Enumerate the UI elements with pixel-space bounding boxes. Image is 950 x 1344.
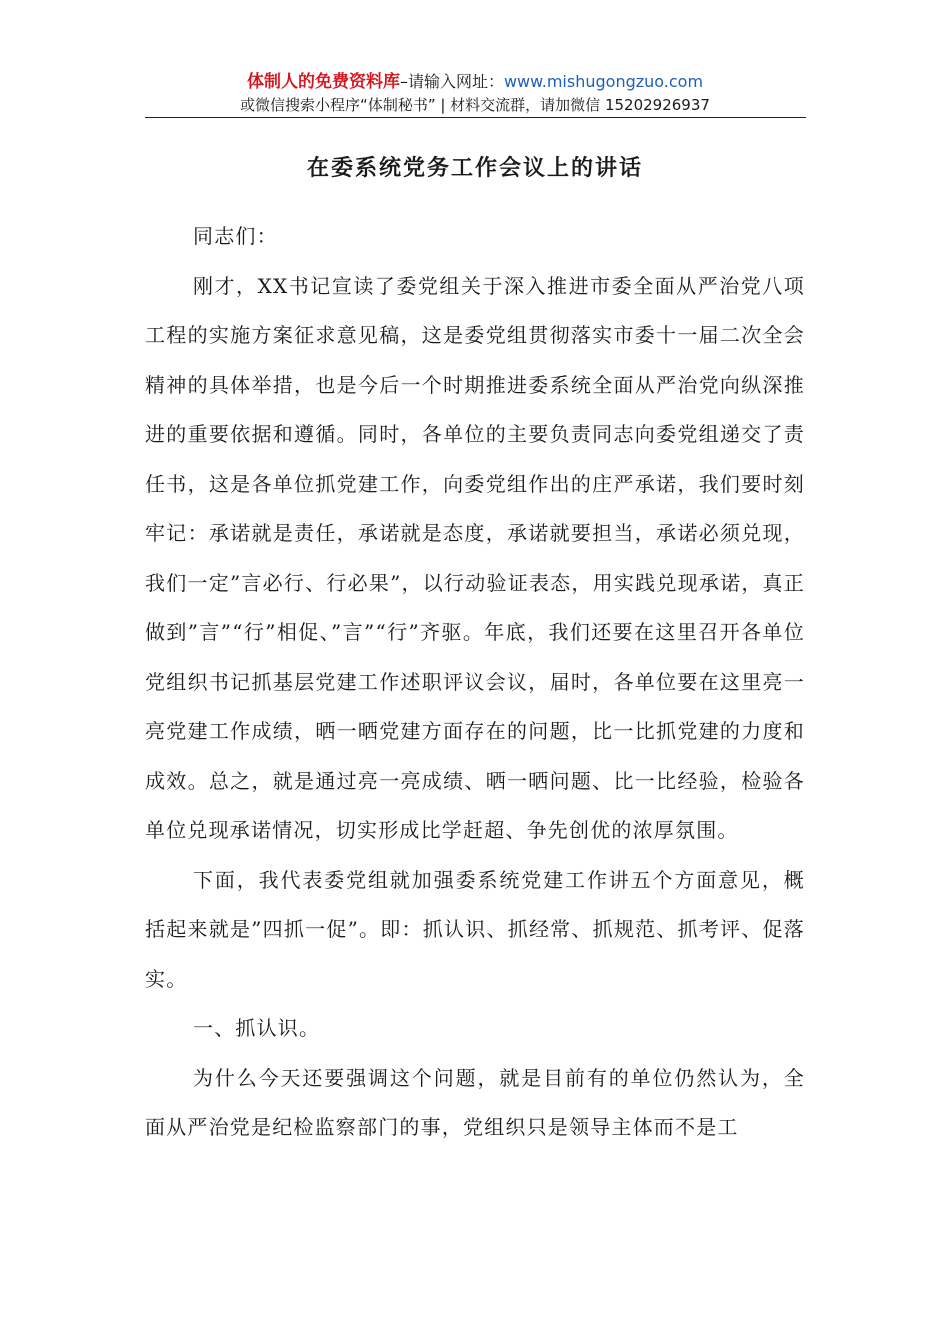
document-body — [145, 212, 805, 1153]
document-title: 在委系统党务工作会议上的讲话 — [306, 155, 643, 181]
paragraph: 下面，我代表委党组就加强委系统党建工作讲五个方面意见，概括起来就是”四抓一促”。即：抓认识、抓经常、抓规范、抓考评、促落实。 — [145, 867, 805, 991]
header-line-1 — [145, 70, 805, 94]
paragraph-salutation: 同志们： — [193, 224, 278, 248]
section-heading: 一、抓认识。 — [193, 1016, 321, 1040]
site-header — [145, 70, 805, 116]
paragraph: 为什么今天还要强调这个问题，就是目前有的单位仍然认为，全面从严治党是纪检监察部门的事，党组织只是领导主体而不是工 — [145, 1065, 805, 1139]
site-url-link[interactable]: www.mishugongzuo.com — [503, 72, 704, 91]
brand-name: 体制人的免费资料库 — [246, 72, 400, 92]
header-divider — [145, 117, 806, 118]
header-line-2: 或微信搜索小程序“体制秘书” | 材料交流群，请加微信 15202926937 — [240, 96, 710, 114]
url-prompt: –请输入网址： — [399, 72, 504, 91]
paragraph: 刚才，XX书记宣读了委党组关于深入推进市委全面从严治党八项工程的实施方案征求意见稿，这是委党组贯彻落实市委十一届二次全会精神的具体举措，也是今后一个时期推进委系统全面从严治党向纵深推进的重要依据和遵循。同时，各单位的主要负责同志向委党组递交了责任书，这是各单位抓党建工作，向委党组作出的庄严承诺，我们要时刻牢记：承诺就是责任，承诺就是态度，承诺就要担当，承诺必须兑现，我们一定”言必行、行必果”，以行动验证表态，用实践兑现承诺，真正做到”言”“行”相促、”言”“行”齐驱。年底，我们还要在这里召开各单位党组织书记抓基层党建工作述职评议会议，届时，各单位要在这里亮一亮党建工作成绩，晒一晒党建方面存在的问题，比一比抓党建的力度和成效。总之，就是通过亮一亮成绩、晒一晒问题、比一比经验，检验各单位兑现承诺情况，切实形成比学赶超、争先创优的浓厚氛围。 — [145, 273, 805, 842]
